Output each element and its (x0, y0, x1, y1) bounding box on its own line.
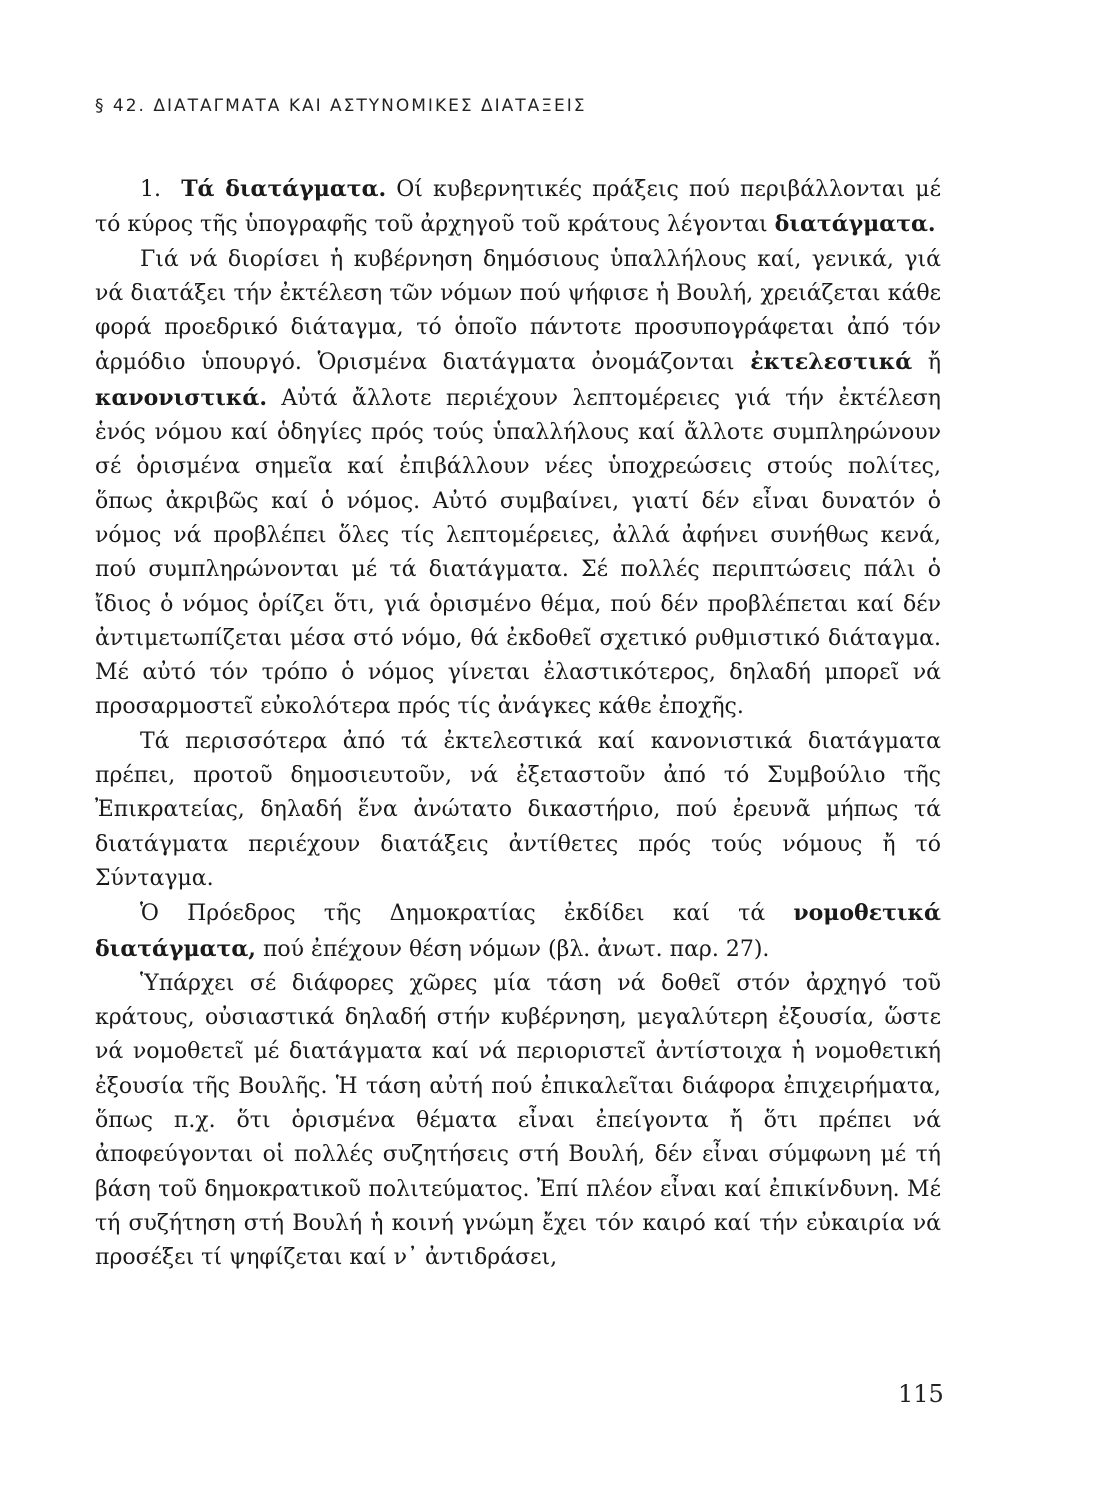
paragraph-2 (95, 243, 941, 725)
section-number: § 42. (95, 96, 146, 116)
paragraph-5 (95, 967, 941, 1276)
bold-term: διατάγματα. (774, 211, 936, 238)
bold-term: κανονιστικά. (95, 384, 268, 411)
subheading: Τά διατάγματα. (181, 176, 387, 202)
paragraph-text: πού ἐπέχουν θέση νόμων (βλ. ἀνωτ. παρ. 27). (262, 936, 770, 962)
paragraph-1 (95, 172, 941, 243)
bold-term: ἐκτελεστικά (750, 349, 913, 376)
section-title: ΔΙΑΤΑΓΜΑΤΑ ΚΑΙ ΑΣΤΥΝΟΜΙΚΕΣ ΔΙΑΤΑΞΕΙΣ (153, 96, 587, 116)
paragraph-text: Ὁ Πρόεδρος τῆς Δημοκρατίας ἐκδίδει καί τά (140, 901, 766, 927)
paragraph-3 (95, 725, 941, 896)
bold-term: νομοθετικά διατάγματα, (95, 900, 941, 962)
paragraph-text: Αὐτά ἄλλοτε περιέχουν λεπτομέρειες γιά τήν ἐκτέλεση ἑνός νόμου καί ὁδηγίες πρός τούς ὑπαλλήλους καί ἄλλοτε συμπληρώνουν σέ ὁρισμένα σημεῖα καί ἐπιβάλλουν νέες ὑποχρεώσεις στούς πολίτες, ὅπως ἀκριβῶς καί ὁ νόμος. Αὐτό συμβαίνει, γιατί δέν εἶναι δυνατόν ὁ νόμος νά προβλέπει ὅλες τίς λεπτομέρειες, ἀλλά ἀφήνει συνήθως κενά, πού συμπληρώνονται μέ τά διατάγματα. Σέ πολλές περιπτώσεις πάλι ὁ ἴδιος ὁ νόμος ὁρίζει ὅτι, γιά ὁρισμένο θέμα, πού δέν προβλέπεται καί δέν ἀντιμετωπίζεται μέσα στό νόμο, θά ἐκδοθεῖ σχετικό ρυθμιστικό διάταγμα. Μέ αὐτό τόν τρόπο ὁ νόμος γίνεται ἐλαστικότερος, δηλαδή μπορεῖ νά προσαρμοστεῖ εὐκολότερα πρός τίς ἀνάγκες κάθε ἐποχῆς. (95, 385, 941, 720)
item-number: 1. (140, 177, 161, 202)
paragraph-text: Οί κυβερνητικές πράξεις πού περιβάλλονται μέ τό κύρος τῆς ὑπογραφῆς τοῦ ἀρχηγοῦ τοῦ κράτους λέγονται (95, 177, 941, 238)
paragraph-text: Τά περισσότερα ἀπό τά ἐκτελεστικά καί κανονιστικά διατάγματα πρέπει, προτοῦ δημοσιευτοῦν, νά ἐξεταστοῦν ἀπό τό Συμβούλιο τῆς Ἐπικρατείας, δηλαδή ἕνα ἀνώτατο δικαστήριο, πού ἐρευνᾶ μήπως τά διατάγματα περιέχουν διατάξεις ἀντίθετες πρός τούς νόμους ἤ τό Σύνταγμα. (95, 728, 941, 891)
paragraph-text: Γιά νά διορίσει ἡ κυβέρνηση δημόσιους ὑπαλλήλους καί, γενικά, γιά νά διατάξει τήν ἐκτέλεση τῶν νόμων πού ψήφισε ἡ Βουλή, χρειάζεται κάθε φορά προεδρικό διάταγμα, τό ὁποῖο πάντοτε προσυπογράφεται ἀπό τόν ἁρμόδιο ὑπουργό. Ὁρισμένα διατάγματα ὀνομάζονται (95, 246, 941, 376)
paragraph-text: ἤ (927, 350, 941, 376)
section-header (95, 96, 587, 116)
page-number: 115 (898, 1380, 944, 1408)
paragraph-4 (95, 896, 941, 967)
body-text (95, 172, 941, 1276)
paragraph-text: Ὑπάρχει σέ διάφορες χῶρες μία τάση νά δοθεῖ στόν ἀρχηγό τοῦ κράτους, οὐσιαστικά δηλαδή στήν κυβέρνηση, μεγαλύτερη ἐξουσία, ὥστε νά νομοθετεῖ μέ διατάγματα καί νά περιοριστεῖ ἀντίστοιχα ἡ νομοθετική ἐξουσία τῆς Βουλῆς. Ἡ τάση αὐτή πού ἐπικαλεῖται διάφορα ἐπιχειρήματα, ὅπως π.χ. ὅτι ὁρισμένα θέματα εἶναι ἐπείγοντα ἤ ὅτι πρέπει νά ἀποφεύγονται οἱ πολλές συζητήσεις στή Βουλή, δέν εἶναι σύμφωνη μέ τή βάση τοῦ δημοκρατικοῦ πολιτεύματος. Ἐπί πλέον εἶναι καί ἐπικίνδυνη. Μέ τή συζήτηση στή Βουλή ἡ κοινή γνώμη ἔχει τόν καιρό καί τήν εὐκαιρία νά προσέξει τί ψηφίζεται καί ν᾽ ἀντιδράσει, (95, 970, 941, 1271)
